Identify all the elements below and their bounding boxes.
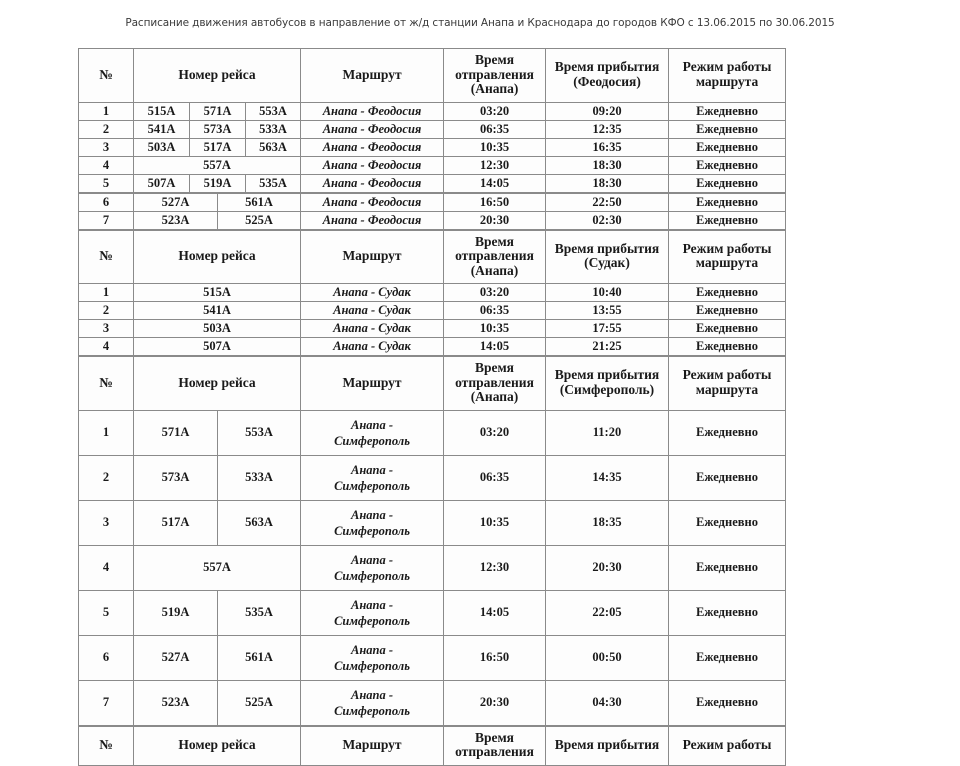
schedule-table-feodosiya-cont: [78, 193, 786, 230]
cell-flight: 515А: [134, 102, 190, 120]
cell-route-line2: Симферополь: [334, 613, 410, 628]
cell-flight: 507А: [134, 174, 190, 192]
cell-route: [301, 545, 444, 590]
cell-num: 4: [79, 156, 134, 174]
cell-departure: 20:30: [444, 211, 546, 229]
header-arrival: [546, 230, 669, 284]
cell-mode: Ежедневно: [669, 545, 786, 590]
cell-num: 2: [79, 120, 134, 138]
cell-departure: 03:20: [444, 284, 546, 302]
header-mode: Режим работы: [669, 726, 786, 765]
cell-num: 1: [79, 284, 134, 302]
cell-mode: Ежедневно: [669, 500, 786, 545]
cell-num: 1: [79, 102, 134, 120]
cell-arrival: 18:30: [546, 174, 669, 192]
cell-flight: 535А: [218, 590, 301, 635]
header-route: Маршрут: [301, 230, 444, 284]
header-departure-city: (Анапа): [470, 262, 519, 278]
cell-route: [301, 680, 444, 725]
cell-route: Анапа - Феодосия: [301, 193, 444, 211]
cell-route-line1: Анапа -: [350, 417, 394, 432]
cell-num: 6: [79, 635, 134, 680]
cell-flight: 525А: [218, 211, 301, 229]
cell-departure: 20:30: [444, 680, 546, 725]
header-arrival-city: (Феодосия): [573, 73, 641, 89]
cell-mode: Ежедневно: [669, 193, 786, 211]
cell-departure: 16:50: [444, 193, 546, 211]
header-mode: Режим работы маршрута: [669, 230, 786, 284]
cell-flight: 503А: [134, 320, 301, 338]
schedule-table-feodosiya: [78, 48, 786, 193]
header-departure-label: Время отправления: [455, 52, 534, 82]
cell-departure: 16:50: [444, 635, 546, 680]
cell-flight: 535А: [246, 174, 301, 192]
table-row: [79, 102, 786, 120]
cell-mode: Ежедневно: [669, 156, 786, 174]
cell-flight: 507А: [134, 338, 301, 356]
cell-arrival: 00:50: [546, 635, 669, 680]
cell-departure: 14:05: [444, 590, 546, 635]
header-flight-number: Номер рейса: [134, 230, 301, 284]
header-arrival-city: (Симферополь): [559, 381, 655, 397]
cell-route-line1: Анапа -: [350, 552, 394, 567]
cell-mode: Ежедневно: [669, 410, 786, 455]
cell-route-line2: Симферополь: [334, 658, 410, 673]
cell-departure: 06:35: [444, 302, 546, 320]
cell-num: 3: [79, 320, 134, 338]
cell-arrival: 21:25: [546, 338, 669, 356]
header-flight-number: Номер рейса: [134, 357, 301, 411]
cell-mode: Ежедневно: [669, 320, 786, 338]
cell-departure: 10:35: [444, 320, 546, 338]
cell-route-line2: Симферополь: [334, 433, 410, 448]
cell-flight: 571А: [134, 410, 218, 455]
cell-flight: 517А: [190, 138, 246, 156]
cell-departure: 03:20: [444, 410, 546, 455]
cell-flight: 553А: [246, 102, 301, 120]
cell-flight: 527А: [134, 635, 218, 680]
cell-departure: 06:35: [444, 120, 546, 138]
cell-arrival: 20:30: [546, 545, 669, 590]
header-arrival-label: Время прибытия: [554, 240, 660, 256]
cell-departure: 14:05: [444, 338, 546, 356]
cell-arrival: 04:30: [546, 680, 669, 725]
cell-num: 7: [79, 211, 134, 229]
cell-route-line1: Анапа -: [350, 462, 394, 477]
header-route: Маршрут: [301, 357, 444, 411]
cell-num: 7: [79, 680, 134, 725]
header-departure-city: (Анапа): [470, 81, 519, 96]
cell-mode: Ежедневно: [669, 302, 786, 320]
cell-arrival: 22:05: [546, 590, 669, 635]
table-row: [79, 680, 786, 725]
header-route: Маршрут: [301, 49, 444, 103]
table-header-row: [79, 49, 786, 103]
cell-flight: 573А: [134, 455, 218, 500]
table-row: [79, 193, 786, 211]
cell-route: Анапа - Судак: [301, 320, 444, 338]
cell-route: [301, 410, 444, 455]
cell-flight: 533А: [218, 455, 301, 500]
table-header-row: [79, 357, 786, 411]
cell-flight: 573А: [190, 120, 246, 138]
cell-flight: 553А: [218, 410, 301, 455]
cell-route-line2: Симферополь: [334, 568, 410, 583]
table-row: [79, 120, 786, 138]
cell-mode: Ежедневно: [669, 211, 786, 229]
cell-num: 3: [79, 138, 134, 156]
header-flight-number: Номер рейса: [134, 49, 301, 103]
table-row: [79, 174, 786, 192]
cell-route: Анапа - Феодосия: [301, 174, 444, 192]
cell-num: 2: [79, 455, 134, 500]
table-row: [79, 211, 786, 229]
cell-departure: 10:35: [444, 138, 546, 156]
cell-mode: Ежедневно: [669, 120, 786, 138]
header-arrival: [546, 49, 669, 103]
cell-num: 6: [79, 193, 134, 211]
cell-mode: Ежедневно: [669, 590, 786, 635]
header-mode: Режим работы маршрута: [669, 49, 786, 103]
cell-num: 1: [79, 410, 134, 455]
cell-flight: 515А: [134, 284, 301, 302]
cell-flight: 561А: [218, 193, 301, 211]
cell-flight: 533А: [246, 120, 301, 138]
cell-num: 4: [79, 545, 134, 590]
cell-departure: 14:05: [444, 174, 546, 192]
table-row: [79, 338, 786, 356]
cell-flight: 557А: [134, 545, 301, 590]
table-row: [79, 320, 786, 338]
cell-route-line2: Симферополь: [334, 523, 410, 538]
cell-route: [301, 590, 444, 635]
header-num: №: [79, 230, 134, 284]
header-flight-number: Номер рейса: [134, 726, 301, 765]
cell-flight: 523А: [134, 211, 218, 229]
cell-departure: 12:30: [444, 545, 546, 590]
table-row: [79, 545, 786, 590]
table-row: [79, 156, 786, 174]
header-arrival-label: Время прибытия: [554, 59, 660, 75]
header-departure: [444, 357, 546, 411]
cell-route: Анапа - Феодосия: [301, 102, 444, 120]
cell-flight: 517А: [134, 500, 218, 545]
cell-mode: Ежедневно: [669, 102, 786, 120]
header-route: Маршрут: [301, 726, 444, 765]
cell-num: 2: [79, 302, 134, 320]
header-arrival: Время прибытия: [546, 726, 669, 765]
schedule-table-sudak: [78, 230, 786, 357]
cell-flight: 523А: [134, 680, 218, 725]
cell-num: 5: [79, 590, 134, 635]
cell-route-line1: Анапа -: [350, 687, 394, 702]
cell-route-line2: Симферополь: [334, 703, 410, 718]
cell-arrival: 22:50: [546, 193, 669, 211]
cell-flight: 519А: [134, 590, 218, 635]
cell-departure: 12:30: [444, 156, 546, 174]
table-row: [79, 455, 786, 500]
cell-departure: 03:20: [444, 102, 546, 120]
cell-arrival: 12:35: [546, 120, 669, 138]
cell-route-line1: Анапа -: [350, 597, 394, 612]
cell-arrival: 17:55: [546, 320, 669, 338]
cell-arrival: 14:35: [546, 455, 669, 500]
header-departure-label: Время отправления: [455, 233, 534, 263]
cell-arrival: 02:30: [546, 211, 669, 229]
cell-flight: 525А: [218, 680, 301, 725]
cell-flight: 541А: [134, 302, 301, 320]
cell-arrival: 18:35: [546, 500, 669, 545]
cell-mode: Ежедневно: [669, 635, 786, 680]
cell-flight: 563А: [246, 138, 301, 156]
cell-mode: Ежедневно: [669, 284, 786, 302]
table-row: [79, 284, 786, 302]
header-departure-city: (Анапа): [470, 389, 519, 404]
cell-arrival: 10:40: [546, 284, 669, 302]
cell-flight: 519А: [190, 174, 246, 192]
cell-route: Анапа - Феодосия: [301, 156, 444, 174]
cell-route: [301, 500, 444, 545]
header-num: №: [79, 726, 134, 765]
table-row: [79, 635, 786, 680]
cell-departure: 06:35: [444, 455, 546, 500]
table-row: [79, 302, 786, 320]
cell-flight: 527А: [134, 193, 218, 211]
cell-flight: 557А: [134, 156, 301, 174]
cell-route-line2: Симферополь: [334, 478, 410, 493]
cell-flight: 561А: [218, 635, 301, 680]
cell-route-line1: Анапа -: [350, 507, 394, 522]
table-row: [79, 410, 786, 455]
table-row: [79, 500, 786, 545]
cell-num: 3: [79, 500, 134, 545]
cell-arrival: 18:30: [546, 156, 669, 174]
header-num: №: [79, 357, 134, 411]
header-arrival-city: (Судак): [584, 255, 630, 271]
cell-route-line1: Анапа -: [350, 642, 394, 657]
table-row: [79, 138, 786, 156]
document-title: Расписание движения автобусов в направление от ж/д станции Анапа и Краснодара до городов КФО с 13.06.2015 по 30.06.2015: [125, 17, 835, 29]
table-header-row: [79, 230, 786, 284]
cell-mode: Ежедневно: [669, 455, 786, 500]
header-departure: Время отправления: [444, 726, 546, 765]
cell-departure: 10:35: [444, 500, 546, 545]
header-num: №: [79, 49, 134, 103]
cell-flight: 541А: [134, 120, 190, 138]
cell-num: 5: [79, 174, 134, 192]
header-arrival: [546, 357, 669, 411]
cell-arrival: 16:35: [546, 138, 669, 156]
schedule-table-next-partial: [78, 726, 786, 766]
header-departure: [444, 49, 546, 103]
cell-route: Анапа - Судак: [301, 338, 444, 356]
cell-route: [301, 635, 444, 680]
schedule-table-simferopol: [78, 356, 786, 726]
schedule-tables: [78, 48, 785, 766]
cell-flight: 563А: [218, 500, 301, 545]
cell-mode: Ежедневно: [669, 338, 786, 356]
header-departure-label: Время отправления: [455, 360, 534, 390]
cell-arrival: 13:55: [546, 302, 669, 320]
cell-arrival: 09:20: [546, 102, 669, 120]
cell-route: Анапа - Судак: [301, 302, 444, 320]
cell-mode: Ежедневно: [669, 174, 786, 192]
cell-flight: 503А: [134, 138, 190, 156]
header-mode: Режим работы маршрута: [669, 357, 786, 411]
cell-mode: Ежедневно: [669, 138, 786, 156]
header-departure: [444, 230, 546, 284]
cell-arrival: 11:20: [546, 410, 669, 455]
cell-route: Анапа - Феодосия: [301, 138, 444, 156]
cell-flight: 571А: [190, 102, 246, 120]
header-arrival-label: Время прибытия: [554, 367, 660, 383]
cell-route: [301, 455, 444, 500]
cell-route: Анапа - Феодосия: [301, 120, 444, 138]
cell-route: Анапа - Судак: [301, 284, 444, 302]
cell-mode: Ежедневно: [669, 680, 786, 725]
cell-route: Анапа - Феодосия: [301, 211, 444, 229]
table-header-row: [79, 726, 786, 765]
table-row: [79, 590, 786, 635]
cell-num: 4: [79, 338, 134, 356]
